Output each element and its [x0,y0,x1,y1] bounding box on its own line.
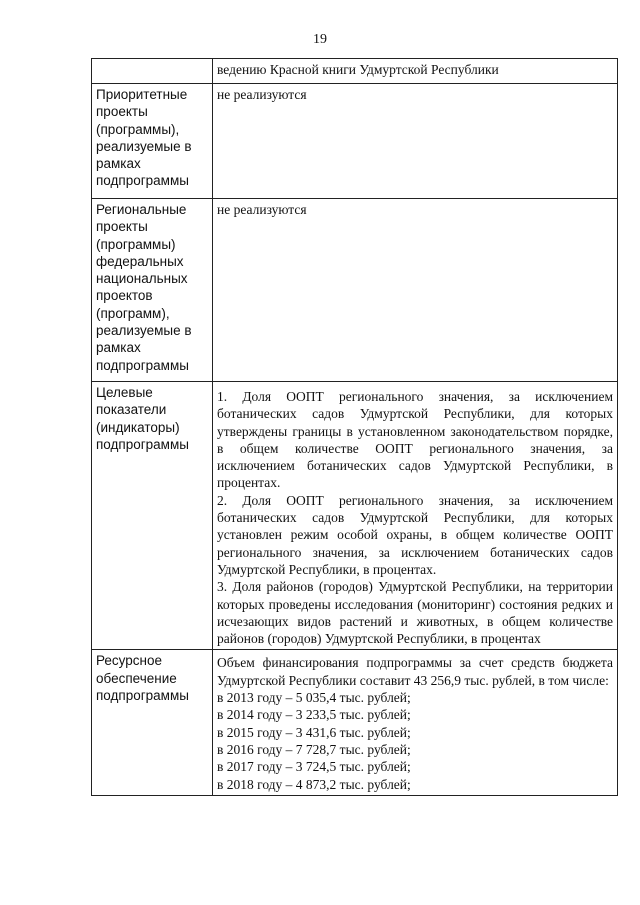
row-value-target-indicators [213,382,618,650]
table-row [92,199,618,382]
subprogram-passport-table [91,58,618,796]
indicator-item: 2. Доля ООПТ регионального значения, за исключением ботанических садов Удмуртской Республики, для которых установлен режим особой охраны, в общем количестве ООПТ регионального значения, за исключением ботанических садов Удмуртской Республики, в процентах. [217,492,613,577]
row-value-resources [213,650,618,795]
funding-year-line: в 2018 году – 4 873,2 тыс. рублей; [217,776,411,792]
row-value-priority-projects: не реализуются [213,84,618,199]
table-row [92,650,618,795]
row-label-target-indicators: Целевые показатели (индикаторы) подпрограммы [92,382,213,650]
funding-year-line: в 2017 году – 3 724,5 тыс. рублей; [217,759,411,775]
indicator-item: 3. Доля районов (городов) Удмуртской Республики, на территории которых проведены исследования (мониторинг) состояния редких и исчезающих видов растений и животных, в общем количестве районов (городов) Удмуртской Республики, в процентах [217,579,613,647]
table-row [92,59,618,84]
funding-year-line: в 2013 году – 5 035,4 тыс. рублей; [217,690,411,706]
table-row [92,84,618,199]
funding-intro: Объем финансирования подпрограммы за счет средств бюджета Удмуртской Республики составит 43 256,9 тыс. рублей, в том числе: [217,655,613,688]
row-label-regional-projects: Региональные проекты (программы) федеральных национальных проектов (программ), реализуемые в рамках подпрограммы [92,199,213,382]
indicator-item: 1. Доля ООПТ регионального значения, за исключением ботанических садов Удмуртской Республики, для которых утверждены границы в установленном законодательством порядке, в общем количестве ООПТ регионального значения, за исключением ботанических садов Удмуртской Республики, в процентах. [217,389,613,491]
row-label-priority-projects: Приоритетные проекты (программы), реализуемые в рамках подпрограммы [92,84,213,199]
page-number: 19 [313,32,327,47]
row-value: ведению Красной книги Удмуртской Республики [213,59,618,84]
funding-year-line: в 2015 году – 3 431,6 тыс. рублей; [217,724,411,740]
row-label-resources: Ресурсное обеспечение подпрограммы [92,650,213,795]
funding-year-line: в 2016 году – 7 728,7 тыс. рублей; [217,741,411,757]
row-value-regional-projects: не реализуются [213,199,618,382]
table-row [92,382,618,650]
funding-year-line: в 2014 году – 3 233,5 тыс. рублей; [217,707,411,723]
row-label [92,59,213,84]
